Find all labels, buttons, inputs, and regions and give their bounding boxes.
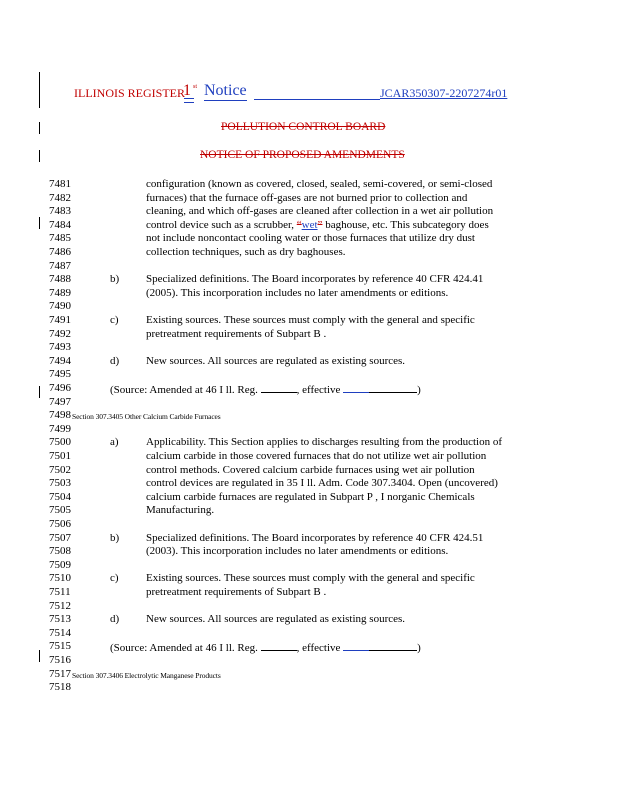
source-text: , effective [296, 642, 341, 655]
deleted-quote: “ [296, 218, 302, 231]
body-line [146, 219, 489, 233]
line-number: 7515 [49, 640, 71, 653]
line-number: 7484 [49, 218, 71, 231]
body-line: Manufacturing. [146, 504, 215, 517]
item-label: b) [110, 531, 120, 544]
line-number: 7483 [49, 205, 71, 218]
line-number: 7487 [49, 259, 71, 272]
line-number: 7499 [49, 422, 71, 435]
line-number: 7503 [49, 477, 71, 490]
body-text: baghouse, etc. This subcategory does [325, 218, 489, 231]
source-text: ) [417, 384, 421, 396]
change-bar [39, 122, 40, 134]
body-line: control devices are regulated in 35 I ll. Adm. Code 307.3404. Open (uncovered) [146, 477, 498, 490]
body-line: furnaces) that the furnace off-gases are not burned prior to collection and [146, 191, 468, 204]
body-text: control device such as a scrubber, [146, 218, 295, 231]
line-number: 7491 [49, 314, 71, 326]
body-line: (2005). This incorporation includes no later amendments or editions. [146, 286, 449, 299]
body-line: collection techniques, such as dry baghouses. [146, 246, 346, 258]
change-bar [39, 386, 40, 398]
body-line: not include noncontact cooling water or those furnaces that utilize dry dust [146, 232, 475, 245]
inserted-text: wet [301, 218, 318, 231]
source-text: (Source: Amended at 46 I ll. Reg. [110, 642, 258, 655]
source-text: , effective [296, 384, 341, 396]
line-number: 7492 [49, 327, 71, 340]
change-bar [39, 650, 40, 662]
body-line: Existing sources. These sources must comply with the general and specific [146, 572, 475, 585]
item-label: d) [110, 354, 120, 367]
line-number: 7509 [49, 558, 71, 571]
line-number: 7497 [49, 395, 71, 408]
body-line: calcium carbide furnaces are regulated in Subpart P , I norganic Chemicals [146, 490, 475, 503]
blank-field [369, 382, 417, 393]
header-rule [254, 99, 380, 100]
line-number: 7512 [49, 599, 71, 612]
line-number: 7511 [49, 586, 71, 598]
notice-title: NOTICE OF PROPOSED AMENDMENTS [200, 149, 405, 161]
section-heading: Section 307.3406 Electrolytic Manganese Products [72, 670, 221, 680]
body-line: control methods. Covered calcium carbide furnaces using wet air pollution [146, 463, 475, 476]
body-line: New sources. All sources are regulated as existing sources. [146, 613, 406, 626]
page-superscript: st [193, 84, 198, 90]
change-bar [39, 150, 40, 162]
line-number: 7501 [49, 450, 71, 462]
line-number: 7495 [49, 368, 71, 381]
body-line: pretreatment requirements of Subpart B . [146, 586, 327, 598]
line-number: 7494 [49, 354, 71, 367]
item-label: d) [110, 613, 120, 626]
register-title: ILLINOIS REGISTER [74, 86, 185, 100]
line-number: 7488 [49, 273, 71, 286]
line-number: 7490 [49, 300, 71, 313]
blank-field [261, 382, 297, 393]
change-bar [39, 217, 40, 229]
blank-field [369, 640, 417, 651]
blank-field [261, 640, 297, 651]
notice-label: Notice [204, 82, 247, 99]
line-number: 7505 [49, 504, 71, 517]
line-number: 7507 [49, 531, 71, 544]
source-note [110, 382, 421, 398]
line-number: 7500 [49, 436, 71, 449]
line-number: 7485 [49, 232, 71, 245]
body-line: calcium carbide in those covered furnaces that do not utilize wet air pollution [146, 450, 487, 462]
line-number: 7489 [49, 286, 71, 299]
line-number: 7504 [49, 490, 71, 503]
body-line: pretreatment requirements of Subpart B . [146, 327, 327, 340]
line-number: 7498 [49, 409, 71, 422]
section-heading: Section 307.3405 Other Calcium Carbide Furnaces [72, 412, 221, 421]
deleted-quote: ” [317, 218, 323, 231]
body-line: Specialized definitions. The Board incorporates by reference 40 CFR 424.41 [146, 273, 484, 286]
line-number: 7513 [49, 613, 71, 626]
line-number: 7496 [49, 382, 71, 394]
line-number: 7514 [49, 626, 71, 639]
line-number: 7518 [49, 681, 71, 694]
board-title: POLLUTION CONTROL BOARD [221, 121, 386, 133]
body-line: cleaning, and which off-gases are cleaned after collection in a wet air pollution [146, 205, 494, 218]
body-line: New sources. All sources are regulated as existing sources. [146, 354, 406, 367]
change-bar [39, 72, 40, 108]
line-number: 7493 [49, 341, 71, 354]
line-number: 7517 [49, 667, 71, 680]
item-label: c) [110, 314, 119, 326]
line-number: 7486 [49, 246, 71, 258]
body-line: configuration (known as covered, closed, sealed, semi-covered, or semi-closed [146, 178, 493, 190]
inserted-mark [184, 98, 194, 103]
source-text: ) [417, 642, 421, 655]
body-line: Specialized definitions. The Board incorporates by reference 40 CFR 424.51 [146, 531, 484, 544]
inserted-blank [343, 640, 369, 651]
line-number: 7510 [49, 572, 71, 585]
jcar-code: JCAR350307-2207274r01 [380, 86, 508, 100]
page-number: 1 [183, 82, 191, 99]
inserted-blank [343, 382, 369, 393]
body-line: Applicability. This Section applies to discharges resulting from the production of [146, 436, 503, 449]
line-number: 7508 [49, 545, 71, 558]
source-text: (Source: Amended at 46 I ll. Reg. [110, 384, 258, 396]
line-number: 7482 [49, 191, 71, 204]
item-label: b) [110, 273, 120, 286]
line-number: 7516 [49, 654, 71, 666]
line-number: 7502 [49, 463, 71, 476]
source-note [110, 640, 421, 656]
body-line: Existing sources. These sources must comply with the general and specific [146, 314, 475, 326]
item-label: a) [110, 436, 119, 449]
item-label: c) [110, 572, 119, 585]
body-line: (2003). This incorporation includes no later amendments or editions. [146, 545, 449, 558]
line-number: 7481 [49, 178, 71, 190]
line-number: 7506 [49, 518, 71, 530]
